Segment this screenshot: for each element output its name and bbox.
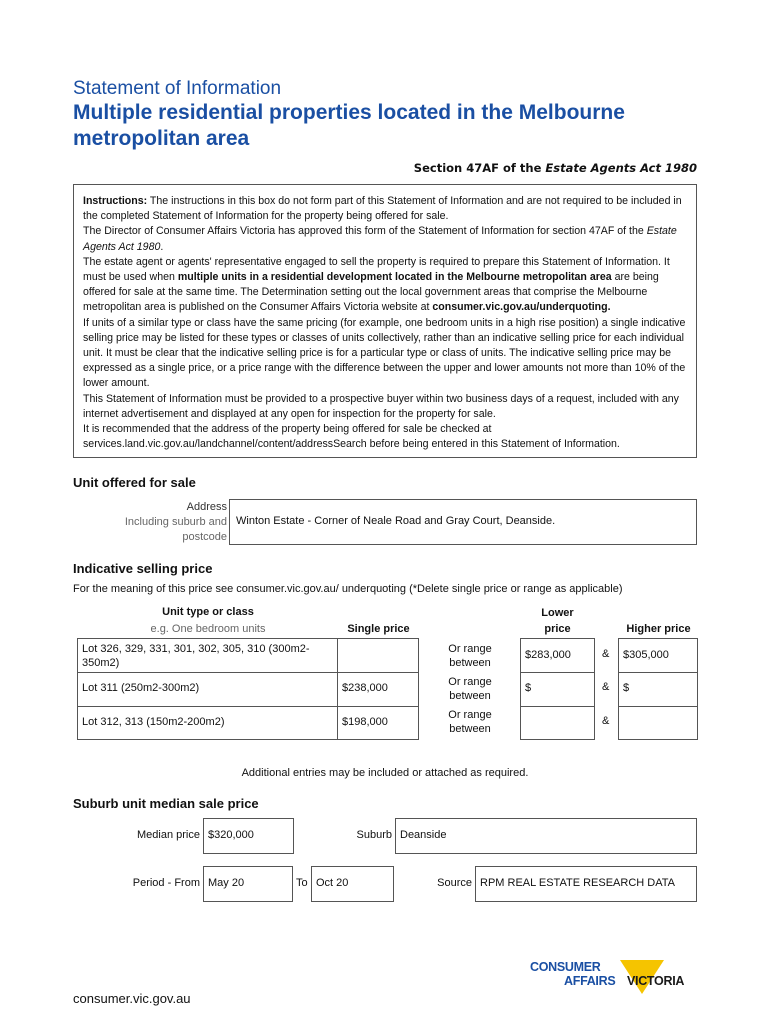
or-range-1-b: between bbox=[449, 657, 491, 669]
median-price-value: $320,000 bbox=[208, 829, 254, 841]
address-value: Winton Estate - Corner of Neale Road and Gray Court, Deanside. bbox=[236, 515, 556, 527]
instructions-label: Instructions: bbox=[83, 195, 148, 207]
col-unit-type: Unit type or class bbox=[162, 606, 254, 618]
logo-text-victoria: VICTORIA bbox=[627, 974, 685, 988]
unit-offered-title: Unit offered for sale bbox=[73, 475, 196, 490]
instructions-p3c: are being offered for sale at the same time. The Determination setting out the local government areas that comprise the Melbourne metropolitan area is published on the Consumer Affairs Victoria website at bbox=[83, 271, 659, 314]
col-single: Single price bbox=[347, 623, 410, 635]
unit-row-3[interactable]: Lot 312, 313 (150m2-200m2) bbox=[82, 716, 225, 728]
address-label-2: Including suburb and bbox=[124, 516, 227, 528]
period-to-value: Oct 20 bbox=[316, 877, 349, 889]
instructions-p2c: . bbox=[160, 240, 164, 253]
single-price-column bbox=[337, 638, 419, 740]
document-title: Statement of Information bbox=[73, 78, 282, 99]
instructions-p3a: The estate agent or agents' representative engaged to sell the property is required to prepare this Statement of Information. It must be used when bbox=[83, 255, 670, 284]
period-from-value: May 20 bbox=[208, 877, 245, 889]
higher-price-1[interactable]: $305,000 bbox=[623, 649, 669, 661]
unit-row-2[interactable]: Lot 311 (250m2-300m2) bbox=[82, 682, 200, 694]
period-to-field[interactable] bbox=[311, 866, 394, 902]
or-range-2-b: between bbox=[449, 690, 491, 702]
period-from-field[interactable] bbox=[203, 866, 293, 902]
unit-row-divider bbox=[78, 706, 337, 707]
footer-url[interactable]: consumer.vic.gov.au bbox=[73, 991, 191, 1006]
logo-text-affairs: AFFAIRS bbox=[564, 974, 616, 988]
address-label bbox=[100, 500, 227, 545]
lower-price-2[interactable]: $ bbox=[525, 682, 532, 694]
col-lower-2: price bbox=[544, 623, 571, 635]
amp-1: & bbox=[602, 648, 610, 660]
amp-3: & bbox=[602, 715, 610, 727]
amp-2: & bbox=[602, 681, 610, 693]
document-heading: Multiple residential properties located in the Melbourne metropolitan area bbox=[73, 101, 625, 150]
instructions-p6: It is recommended that the address of the property being offered for sale be checked at services.land.vic.gov.au/landchannel/content/addressSearch before being entered in this Statement of Information. bbox=[83, 423, 620, 451]
instructions-p3d: consumer.vic.gov.au/underquoting. bbox=[432, 301, 611, 314]
source-field[interactable] bbox=[475, 866, 697, 902]
unit-row-divider bbox=[78, 672, 337, 673]
period-from-label: Period - From bbox=[132, 877, 200, 889]
median-price-field[interactable] bbox=[203, 818, 294, 854]
higher-row-divider bbox=[619, 706, 697, 707]
or-range-1-a: Or range bbox=[448, 643, 492, 655]
source-value: RPM REAL ESTATE RESEARCH DATA bbox=[480, 877, 675, 889]
address-label-3: postcode bbox=[182, 531, 227, 543]
or-range-1 bbox=[430, 642, 510, 670]
instructions-p4: If units of a similar type or class have the same pricing (for example, one bedroom units in a high rise position) a single indicative selling price may be listed for these types or classes of units collectively, rather than an indicative selling price for each individual unit. It must be clear that the indicative selling price is for a particular type or class of units. The indicative selling price may be expressed as a single price, or a price range with the difference between the upper and lower amounts not more than 10% of the lower amount. bbox=[83, 316, 686, 390]
suburb-label: Suburb bbox=[356, 829, 392, 841]
single-row-divider bbox=[338, 672, 418, 673]
instructions-p1-text: The instructions in this box do not form part of this Statement of Information and are not required to be included in the completed Statement of Information for the property being offered for sale. bbox=[83, 195, 682, 223]
or-range-2-a: Or range bbox=[448, 676, 492, 688]
higher-price-column bbox=[618, 638, 698, 740]
logo-text-consumer: CONSUMER bbox=[530, 960, 601, 974]
or-range-2 bbox=[430, 675, 510, 703]
single-row-divider bbox=[338, 706, 418, 707]
lower-row-divider bbox=[521, 706, 594, 707]
instructions-box bbox=[73, 184, 697, 458]
col-higher: Higher price bbox=[626, 623, 691, 635]
unit-type-column bbox=[77, 638, 338, 740]
lower-price-column bbox=[520, 638, 595, 740]
instructions-p5: This Statement of Information must be provided to a prospective buyer within two business days of a request, included with any internet advertisement and displayed at any open for inspection for the property for sale. bbox=[83, 392, 679, 420]
instructions-p2b: Estate Agents Act 1980 bbox=[83, 225, 677, 253]
source-label: Source bbox=[437, 877, 472, 889]
lower-row-divider bbox=[521, 672, 594, 673]
instructions-p3 bbox=[83, 255, 687, 316]
section-reference bbox=[414, 161, 697, 175]
instructions-p3b: multiple units in a residential development located in the Melbourne metropolitan area bbox=[177, 271, 612, 284]
section-act: Estate Agents Act 1980 bbox=[545, 161, 697, 175]
suburb-value: Deanside bbox=[400, 829, 447, 841]
address-field[interactable] bbox=[229, 499, 697, 545]
consumer-affairs-victoria-logo bbox=[528, 958, 703, 1008]
indicative-note: For the meaning of this price see consumer.vic.gov.au/ underquoting (*Delete single price or range as applicable) bbox=[73, 583, 623, 595]
lower-price-1[interactable]: $283,000 bbox=[525, 649, 571, 661]
col-lower-1: Lower bbox=[541, 607, 574, 619]
instructions-p1 bbox=[83, 194, 687, 224]
single-price-2[interactable]: $238,000 bbox=[342, 682, 388, 694]
or-range-3-a: Or range bbox=[448, 709, 492, 721]
unit-row-1[interactable]: Lot 326, 329, 331, 301, 302, 305, 310 (300m2-350m2) bbox=[82, 643, 310, 669]
address-label-1: Address bbox=[186, 501, 227, 513]
instructions-p2a: The Director of Consumer Affairs Victoria has approved this form of the Statement of Information for section 47AF of the bbox=[83, 225, 647, 238]
additional-entries-note: Additional entries may be included or attached as required. bbox=[241, 767, 529, 779]
instructions-p2 bbox=[83, 224, 687, 254]
or-range-3-b: between bbox=[449, 723, 491, 735]
or-range-3 bbox=[430, 708, 510, 736]
single-price-3[interactable]: $198,000 bbox=[342, 716, 388, 728]
period-to-label: To bbox=[296, 877, 308, 889]
median-price-label: Median price bbox=[137, 829, 200, 841]
higher-row-divider bbox=[619, 672, 697, 673]
higher-price-2[interactable]: $ bbox=[623, 682, 630, 694]
indicative-title: Indicative selling price bbox=[73, 561, 213, 576]
col-unit-example: e.g. One bedroom units bbox=[150, 623, 266, 635]
suburb-field[interactable] bbox=[395, 818, 697, 854]
median-title: Suburb unit median sale price bbox=[73, 796, 259, 811]
section-prefix: Section 47AF of the bbox=[413, 161, 546, 175]
